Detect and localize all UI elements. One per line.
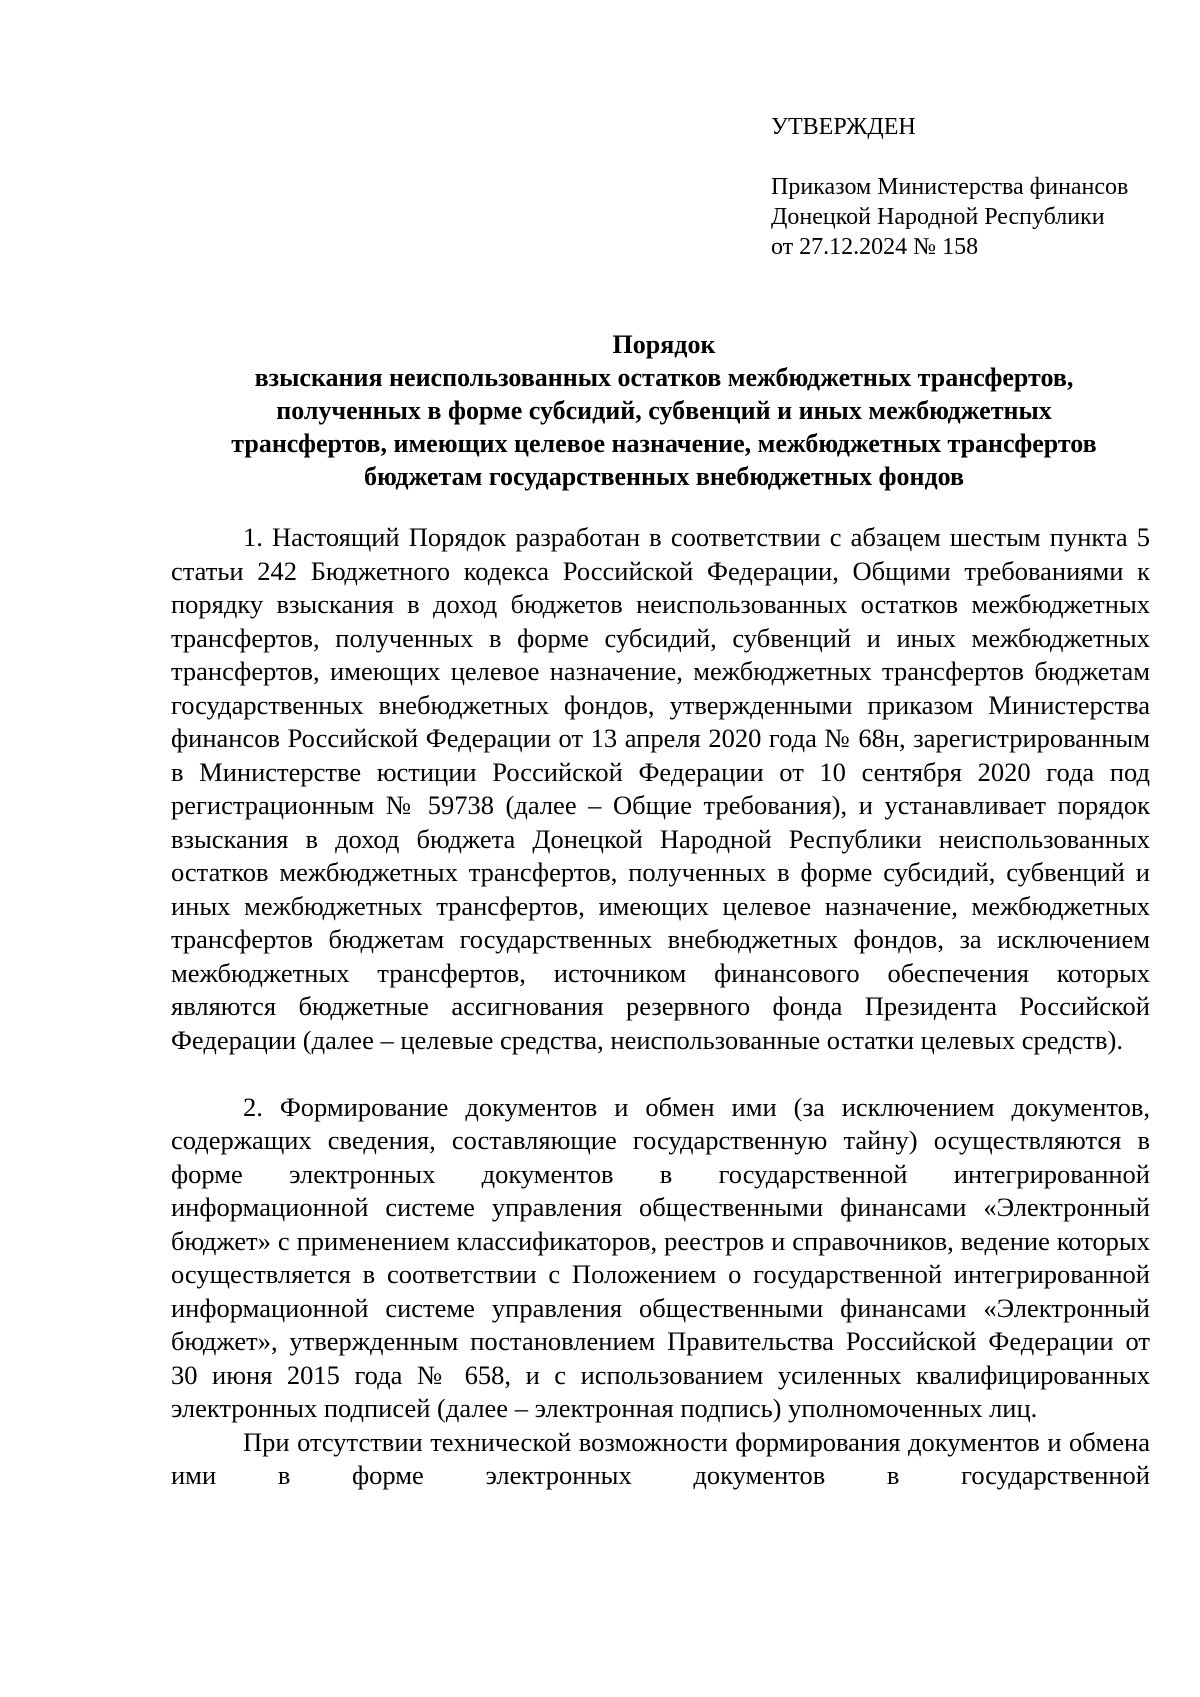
approval-order-date: от 27.12.2024 № 158 [771,234,979,260]
paragraph-2: 2. Формирование документов и обмен ими (за исключением документов, содержащих сведения, составляющие государственную тайну) осуществляются в форме электронных документов в государственной интегрированной информационной системе управления общественными финансами «Электронный бюджет» с применением классификаторов, реестров и справочников, ведение которых осуществляется в соответствии с Положением о государственной интегрированной информационной системе управления общественными финансами «Электронный бюджет», утвержденным постановлением Правительства Российской Федерации от 30 июня 2015 года № 658, и с использованием усиленных квалифицированных электронных подписей (далее – электронная подпись) уполномоченных лиц. [171,1091,1150,1423]
approval-stamp [771,112,1171,262]
paragraph-1: 1. Настоящий Порядок разработан в соответствии с абзацем шестым пункта 5 статьи 242 Бюджетного кодекса Российской Федерации, Общими требованиями к порядку взыскания в доход бюджетов неиспользованных остатков межбюджетных трансфертов, полученных в форме субсидий, субвенций и иных межбюджетных трансфертов, имеющих целевое назначение, межбюджетных трансфертов бюджетам государственных внебюджетных фондов, утвержденными приказом Министерства финансов Российской Федерации от 13 апреля 2020 года № 68н, зарегистрированным в Министерстве юстиции Российской Федерации от 10 сентября 2020 года под регистрационным № 59738 (далее – Общие требования), и устанавливает порядок взыскания в доход бюджета Донецкой Народной Республики неиспользованных остатков межбюджетных трансфертов, полученных в форме субсидий, субвенций и иных межбюджетных трансфертов, имеющих целевое назначение, межбюджетных трансфертов бюджетам государственных внебюджетных фондов, за исключением межбюджетных трансфертов, источником финансового обеспечения которых являются бюджетные ассигнования резервного фонда Президента Российской Федерации (далее – целевые средства, неиспользованные остатки целевых средств). [171,522,1150,1055]
title-line: взыскания неиспользованных остатков межбюджетных трансфертов, [254,363,1074,392]
title-line: Порядок [612,330,716,359]
title-line: трансфертов, имеющих целевое назначение, межбюджетных трансфертов [231,429,1097,458]
title-line: полученных в форме субсидий, субвенций и иных межбюджетных [276,396,1052,425]
approval-order-line: Донецкой Народной Республики [771,204,1105,230]
approval-order-line: Приказом Министерства финансов [771,174,1129,200]
title-line: бюджетам государственных внебюджетных фондов [363,462,965,491]
document-body [171,521,1150,1493]
document-title [170,328,1158,493]
approval-heading: УТВЕРЖДЕН [771,114,916,140]
paragraph-3: При отсутствии технической возможности формирования документов и обмена ими в форме электронных документов в государственной [171,1426,1150,1490]
